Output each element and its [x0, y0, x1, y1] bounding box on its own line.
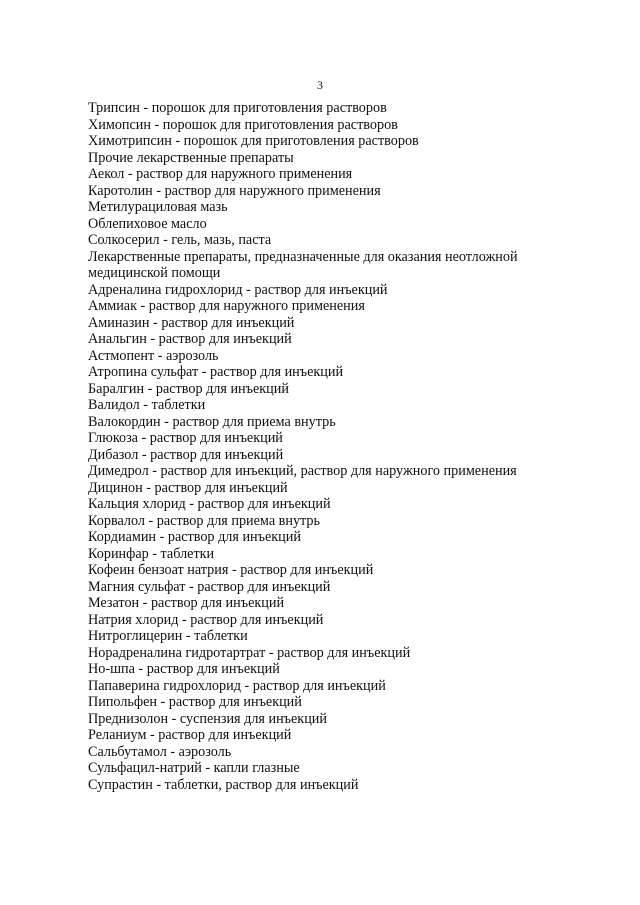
list-item: Дицинон - раствор для инъекций	[88, 479, 288, 496]
list-item: Кордиамин - раствор для инъекций	[88, 529, 301, 545]
list-item: Пипольфен - раствор для инъекций	[88, 694, 302, 710]
list-item: Супрастин - таблетки, раствор для инъекций	[88, 776, 359, 793]
list-item: Натрия хлорид - раствор для инъекций	[88, 611, 324, 628]
list-item: Мезатон - раствор для инъекций	[88, 595, 285, 611]
list-item: Коринфар - таблетки	[88, 545, 215, 562]
list-item: Солкосерил - гель, мазь, паста	[88, 232, 272, 248]
list-item: Баралгин - раствор для инъекций	[88, 380, 289, 397]
list-item: Валидол - таблетки	[88, 397, 206, 413]
list-item: Дибазол - раствор для инъекций	[88, 446, 284, 463]
list-item: Сальбутамол - аэрозоль	[88, 743, 232, 760]
section-heading: Прочие лекарственные препараты	[88, 149, 294, 166]
list-item: Норадреналина гидротартрат - раствор для инъекций	[88, 644, 411, 661]
list-item: Аминазин - раствор для инъекций	[88, 314, 295, 331]
list-item: Но-шпа - раствор для инъекций	[88, 661, 280, 677]
list-item: Химопсин - порошок для приготовления растворов	[88, 116, 398, 133]
section-heading: Лекарственные препараты, предназначенные для оказания неотложной медицинской помощи	[88, 248, 518, 281]
list-item: Метилурациловая мазь	[88, 199, 228, 215]
page-number: 3	[317, 78, 323, 92]
list-item: Адреналина гидрохлорид - раствор для инъекций	[88, 281, 388, 298]
list-item: Преднизолон - суспензия для инъекций	[88, 710, 327, 727]
list-item: Кальция хлорид - раствор для инъекций	[88, 496, 331, 512]
list-item: Аммиак - раствор для наружного применения	[88, 298, 365, 314]
list-item: Облепиховое масло	[88, 215, 207, 232]
list-item: Атропина сульфат - раствор для инъекций	[88, 364, 344, 380]
list-item: Трипсин - порошок для приготовления растворов	[88, 100, 387, 116]
list-item: Корвалол - раствор для приема внутрь	[88, 512, 320, 529]
list-item: Химотрипсин - порошок для приготовления растворов	[88, 133, 419, 149]
list-item: Валокордин - раствор для приема внутрь	[88, 413, 336, 430]
list-item: Астмопент - аэрозоль	[88, 347, 219, 364]
document-body	[88, 100, 558, 793]
list-item: Аекол - раствор для наружного применения	[88, 166, 353, 182]
list-item: Сульфацил-натрий - капли глазные	[88, 760, 300, 776]
list-item: Глюкоза - раствор для инъекций	[88, 430, 283, 446]
list-item: Нитроглицерин - таблетки	[88, 628, 248, 644]
list-item: Каротолин - раствор для наружного применения	[88, 182, 381, 199]
list-item: Кофеин бензоат натрия - раствор для инъекций	[88, 562, 374, 578]
list-item: Димедрол - раствор для инъекций, раствор для наружного применения	[88, 463, 517, 479]
list-item: Магния сульфат - раствор для инъекций	[88, 578, 331, 595]
list-item: Анальгин - раствор для инъекций	[88, 331, 292, 347]
list-item: Папаверина гидрохлорид - раствор для инъекций	[88, 677, 386, 694]
list-item: Реланиум - раствор для инъекций	[88, 727, 292, 743]
